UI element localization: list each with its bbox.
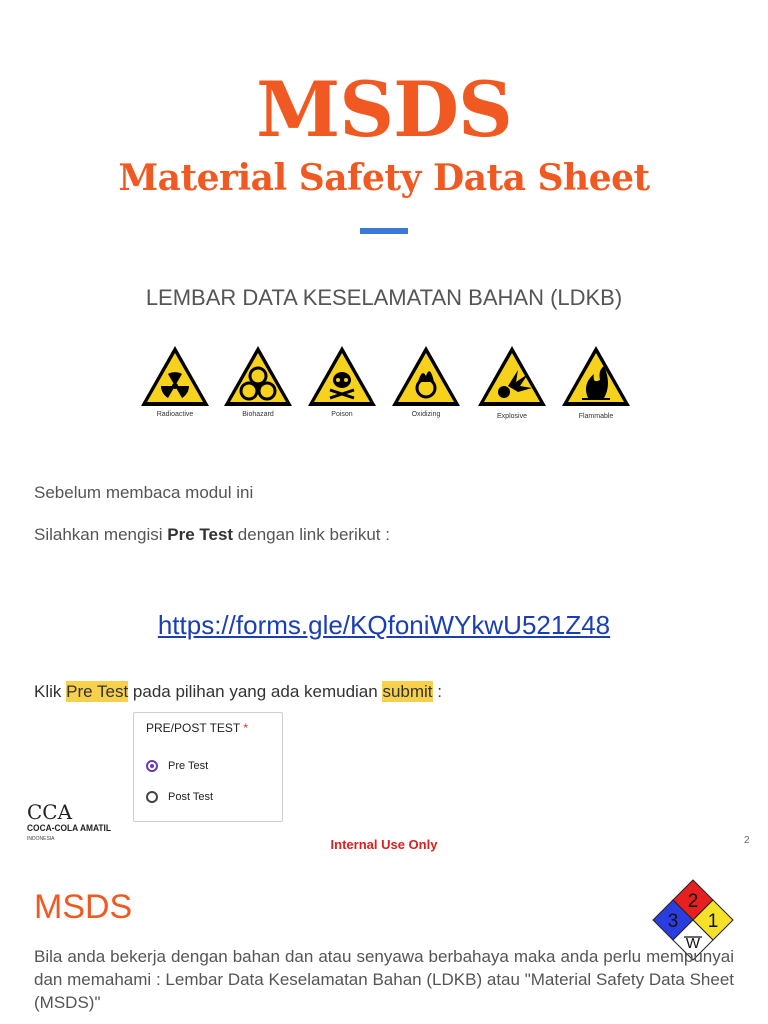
instruction-text: : — [432, 682, 442, 701]
biohazard-icon — [224, 346, 292, 418]
intro-line: Sebelum membaca modul ini — [34, 483, 254, 502]
radio-label: Pre Test — [168, 760, 209, 772]
instruction-text: Klik — [34, 682, 67, 701]
click-instruction — [34, 681, 442, 703]
poison-icon — [308, 346, 376, 418]
svg-text:INDONESIA: INDONESIA — [27, 836, 55, 842]
slide-subtitle: Material Safety Data Sheet — [118, 157, 650, 199]
pre-test-form-link[interactable]: https://forms.gle/KQfoniWYkwU521Z48 — [157, 610, 611, 640]
svg-text:COCA-COLA AMATIL: COCA-COLA AMATIL — [27, 823, 112, 833]
radio-selected-icon[interactable] — [146, 760, 158, 772]
slide-title: MSDS — [256, 65, 512, 154]
oxidizing-icon — [392, 346, 460, 418]
instruction-text: Silahkan mengisi — [34, 525, 168, 544]
radio-option-pre-test[interactable] — [146, 760, 208, 772]
hazard-symbols-image — [138, 340, 632, 424]
page-number: 2 — [744, 835, 750, 846]
hazard-label: Radioactive — [156, 411, 194, 418]
pre-test-highlight: Pre Test — [66, 682, 129, 701]
internal-use-footer: Internal Use Only — [330, 837, 438, 852]
form-screenshot — [133, 712, 283, 822]
form-question-label: PRE/POST TEST — [146, 721, 241, 735]
svg-text:CCA: CCA — [27, 800, 73, 824]
pre-test-emphasis: Pre Test — [167, 525, 234, 544]
instruction-text: dengan link berikut : — [233, 525, 390, 544]
ldkb-heading: LEMBAR DATA KESELAMATAN BAHAN (LDKB) — [145, 285, 623, 310]
required-mark: * — [243, 721, 249, 735]
hazard-label: Oxidizing — [411, 411, 441, 418]
accent-divider — [360, 228, 408, 234]
instruction-text: pada pilihan yang ada kemudian — [128, 682, 383, 701]
explosive-icon — [478, 346, 546, 420]
svg-text:3: 3 — [667, 911, 679, 932]
hazard-label: Poison — [331, 411, 353, 418]
radioactive-icon — [141, 346, 209, 418]
flammable-icon — [562, 346, 630, 420]
msds-paragraph: Bila anda bekerja dengan bahan dan atau senyawa berbahaya maka anda perlu mempunyai dan memahami : Lembar Data Keselamatan Bahan (LDKB) atau "Material Safety Data Sheet (MSDS)" — [34, 947, 734, 1012]
radio-option-post-test[interactable] — [146, 791, 213, 803]
msds-section-heading: MSDS — [34, 888, 133, 926]
instruction-line — [34, 524, 390, 546]
radio-label: Post Test — [168, 791, 214, 803]
hazard-label: Explosive — [497, 413, 527, 420]
hazard-label: Biohazard — [242, 411, 274, 418]
submit-highlight: submit — [382, 682, 433, 701]
svg-text:1: 1 — [707, 911, 719, 932]
form-question — [146, 721, 248, 735]
svg-text:2: 2 — [687, 891, 699, 912]
hazard-label: Flammable — [578, 413, 614, 420]
radio-unselected-icon[interactable] — [146, 791, 158, 803]
svg-text:W: W — [685, 935, 701, 952]
